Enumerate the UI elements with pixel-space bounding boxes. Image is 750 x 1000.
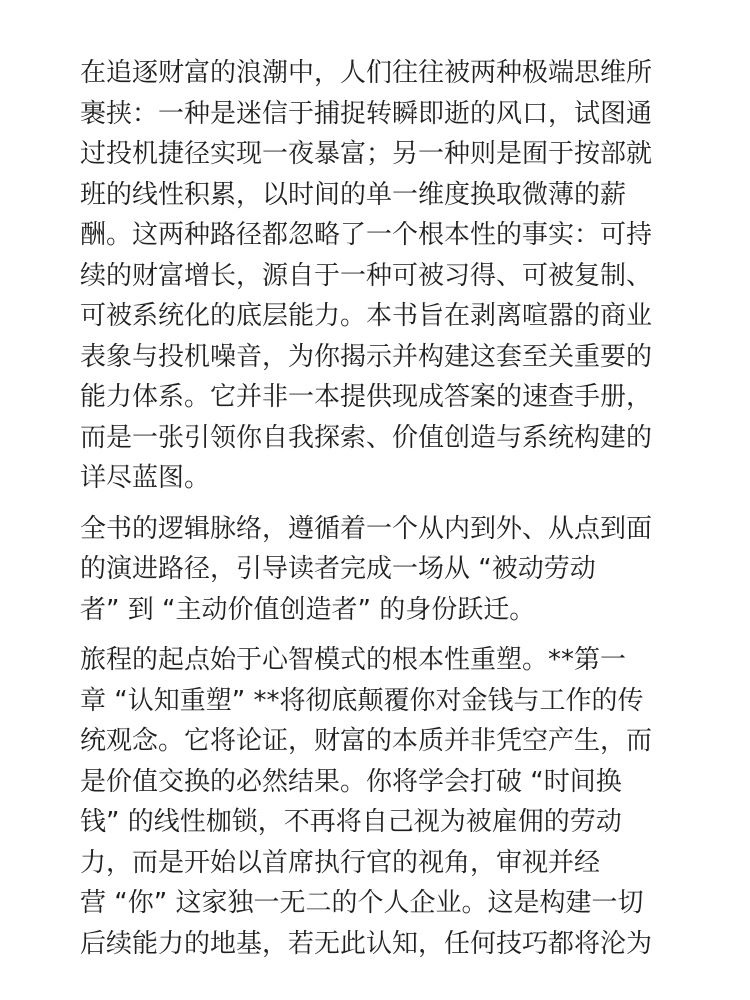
text-line: 可被系统化的底层能力。本书旨在剥离喧嚣的商业 <box>80 301 653 331</box>
paragraph-3 <box>80 640 670 964</box>
text-line: 表象与投机噪音，为你揭示并构建这套至关重要的 <box>80 341 653 372</box>
text-line: 旅程的起点始于心智模式的根本性重塑。**第一 <box>80 645 627 675</box>
text-line: 而是一张引领你自我探索、价值创造与系统构建的 <box>80 422 653 453</box>
text-line: 能力体系。它并非一本提供现成答案的速查手册， <box>80 382 653 412</box>
document-body <box>80 53 670 974</box>
text-line: 详尽蓝图。 <box>80 463 211 493</box>
text-line: 钱” 的线性枷锁，不再将自己视为被雇佣的劳动 <box>80 807 622 837</box>
text-line: 过投机捷径实现一夜暴富；另一种则是囿于按部就 <box>80 139 653 169</box>
text-line: 后续能力的地基，若无此认知，任何技巧都将沦为 <box>80 928 653 959</box>
text-line: 章 “认知重塑” **将彻底颠覆你对金钱与工作的传 <box>80 685 644 716</box>
text-line: 营 “你” 这家独一无二的个人企业。这是构建一切 <box>80 888 644 918</box>
text-line: 统观念。它将论证，财富的本质并非凭空产生，而 <box>80 726 653 756</box>
text-line: 裹挟：一种是迷信于捕捉转瞬即逝的风口，试图通 <box>80 98 653 129</box>
paragraph-1 <box>80 53 670 499</box>
paragraph-2 <box>80 509 670 631</box>
text-line: 全书的逻辑脉络，遵循着一个从内到外、从点到面 <box>80 513 653 544</box>
text-line: 续的财富增长，源自于一种可被习得、可被复制、 <box>80 260 653 291</box>
text-line: 的演进路径，引导读者完成一场从 “被动劳动 <box>80 554 596 584</box>
text-line: 是价值交换的必然结果。你将学会打破 “时间换 <box>80 766 622 797</box>
text-line: 在追逐财富的浪潮中，人们往往被两种极端思维所 <box>80 58 653 88</box>
text-line: 班的线性积累，以时间的单一维度换取微薄的薪 <box>80 179 627 210</box>
text-line: 酬。这两种路径都忽略了一个根本性的事实：可持 <box>80 220 653 250</box>
text-line: 力，而是开始以首席执行官的视角，审视并经 <box>80 847 601 878</box>
text-line: 者” 到 “主动价值创造者” 的身份跃迁。 <box>80 594 536 625</box>
